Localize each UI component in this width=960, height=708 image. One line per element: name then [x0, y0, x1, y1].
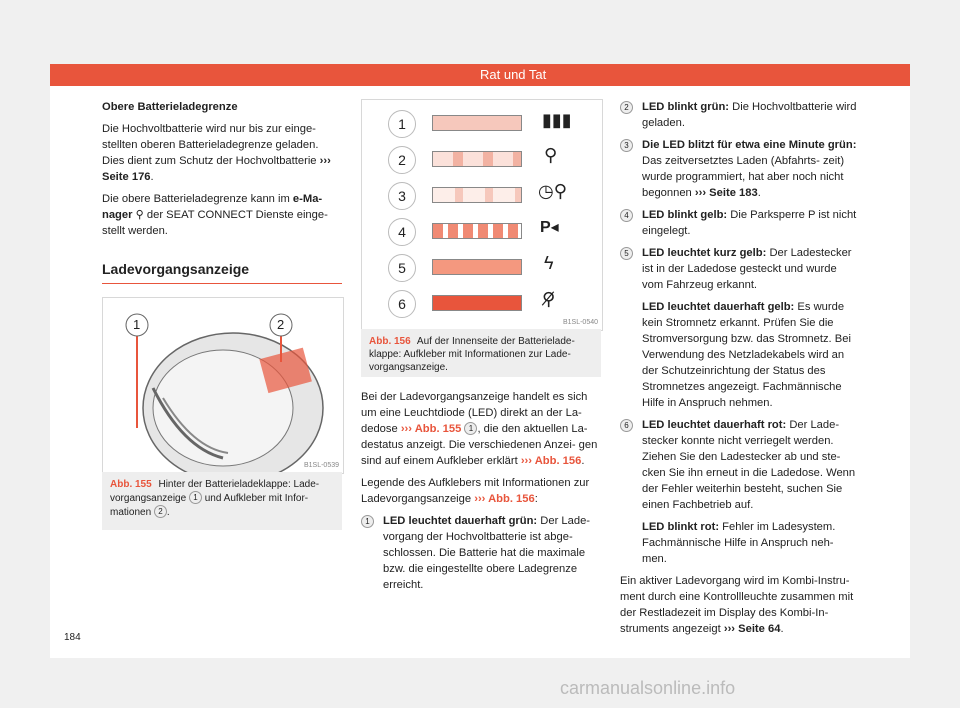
- legend-item: 2 LED blinkt grün: Die Hochvoltbatterie wird geladen.: [620, 99, 860, 131]
- legend-item: LED leuchtet dauerhaft gelb: Es wurde kein Stromnetz erkannt. Prüfen Sie die Stromversorgung bzw. das Stromnetz. Bei Verwendung des Netzladekabels wird an der Schutzeinrichtung der Status des Stromnetzes angezeigt. Fachmännische Hilfe in Anspruch nehmen.: [642, 301, 851, 409]
- paragraph: Die obere Batterieladegrenze kann im e-Ma- nager ⚲ der SEAT CONNECT Dienste einge- stellt werden.: [102, 193, 328, 237]
- figure-reference[interactable]: ››› Abb. 155: [400, 423, 462, 435]
- figure-156-caption: Abb. 156 Auf der Innenseite der Batterielade- klappe: Aufkleber mit Informationen zur Lade- vorgangsanzeige.: [361, 329, 601, 377]
- plug-icon: ⚲: [544, 145, 558, 165]
- page-reference[interactable]: ››› Seite 176: [102, 155, 331, 183]
- row-number: 2: [388, 146, 416, 174]
- figure-155-caption: Abb. 155 Hinter der Batterieladeklappe: Lade- vorgangsanzeige 1 und Aufkleber mit Infor- mationen 2 .: [102, 472, 342, 530]
- parking-icon: P◂: [540, 219, 559, 236]
- plug-icon: ⚲: [135, 209, 144, 221]
- callout-2: 2: [277, 317, 285, 332]
- figure-reference[interactable]: ››› Abb. 156: [520, 455, 582, 467]
- paragraph: Die Hochvoltbatterie wird nur bis zur einge- stellten oberen Batterieladegrenze geladen. Dies dient zum Schutz der Hochvoltbatterie ››› Seite 176.: [102, 123, 331, 183]
- middle-column: [361, 389, 601, 599]
- row-number: 1: [388, 110, 416, 138]
- header-title: Rat und Tat: [480, 67, 547, 82]
- legend-item: LED blinkt rot: Fehler im Ladesystem. Fachmännische Hilfe in Anspruch neh- men.: [642, 521, 836, 565]
- legend-item: 3 Die LED blitzt für etwa eine Minute grün: Das zeitversetztes Laden (Abfahrts- zeit) wurde programmiert, hat aber noch nicht begonnen ››› Seite 183.: [620, 137, 860, 201]
- plug-error-icon: ⚲̸: [542, 289, 556, 309]
- legend-item: 5 LED leuchtet kurz gelb: Der Ladestecker ist in der Ladedose gesteckt und wurde vom Fahrzeug erkannt.: [620, 245, 860, 293]
- figure-reference[interactable]: ››› Abb. 156: [474, 493, 535, 505]
- callout-1: 1: [133, 317, 141, 332]
- page-number: 184: [64, 632, 81, 643]
- paragraph: Ein aktiver Ladevorgang wird im Kombi-Instru- ment durch eine Kontrollleuchte zusammen mit der Restladezeit im Display des Kombi-In- struments angezeigt ››› Seite 64.: [620, 575, 854, 635]
- led-bar-flash-green: [432, 187, 522, 203]
- figure-code: B1SL-0539: [303, 462, 339, 469]
- led-bar-steady-yellow: [432, 259, 522, 275]
- page-header: [50, 64, 910, 86]
- left-column: [102, 99, 342, 284]
- row-number: 4: [388, 218, 416, 246]
- row-number: 6: [388, 290, 416, 318]
- section-title: Ladevorgangsanzeige: [102, 261, 342, 284]
- no-power-icon: ϟ: [544, 253, 554, 273]
- led-bar-blinking-green: [432, 151, 522, 167]
- row-number: 5: [388, 254, 416, 282]
- led-bar-blinking-yellow: [432, 223, 522, 239]
- figure-155: [102, 297, 344, 474]
- row-number: 3: [388, 182, 416, 210]
- page-reference[interactable]: ››› Seite 64: [723, 623, 781, 635]
- right-column: [620, 99, 860, 643]
- figure-156: [361, 99, 603, 331]
- legend-item: 6 LED leuchtet dauerhaft rot: Der Lade- stecker konnte nicht verriegelt werden. Ziehen Sie den Ladestecker ab und ste- cken Sie ihn erneut in die Ladedose. Wenn der Fehler weiterhin besteht, suchen Sie einen Fachbetrieb auf.: [620, 417, 860, 513]
- paragraph: Legende des Aufklebers mit Informationen zur Ladevorgangsanzeige ››› Abb. 156:: [361, 477, 590, 505]
- subheading: Obere Batterieladegrenze: [102, 101, 238, 113]
- page-reference[interactable]: ››› Seite 183: [694, 187, 758, 199]
- figure-code: B1SL-0540: [562, 319, 598, 326]
- battery-icon: ▮▮▮: [542, 110, 572, 130]
- clock-plug-icon: ◷⚲: [538, 181, 567, 201]
- legend-item: 1 LED leuchtet dauerhaft grün: Der Lade- vorgang der Hochvoltbatterie ist abge- schlossen. Die Batterie hat die maximale bzw. die eingestellte obere Ladegrenze erreicht.: [361, 513, 601, 593]
- watermark: carmanualsonline.info: [560, 678, 736, 698]
- led-bar-steady-red: [432, 295, 522, 311]
- paragraph: Bei der Ladevorgangsanzeige handelt es sich um eine Leuchtdiode (LED) direkt an der La- dedose ››› Abb. 155 1 , die den aktuellen La- destatus anzeigt. Die verschiedenen Anzei- gen sind auf einem Aufkleber erklärt ››› Abb. 156.: [361, 391, 598, 467]
- led-bar-steady-green: [432, 115, 522, 131]
- legend-item: 4 LED blinkt gelb: Die Parksperre P ist nicht eingelegt.: [620, 207, 860, 239]
